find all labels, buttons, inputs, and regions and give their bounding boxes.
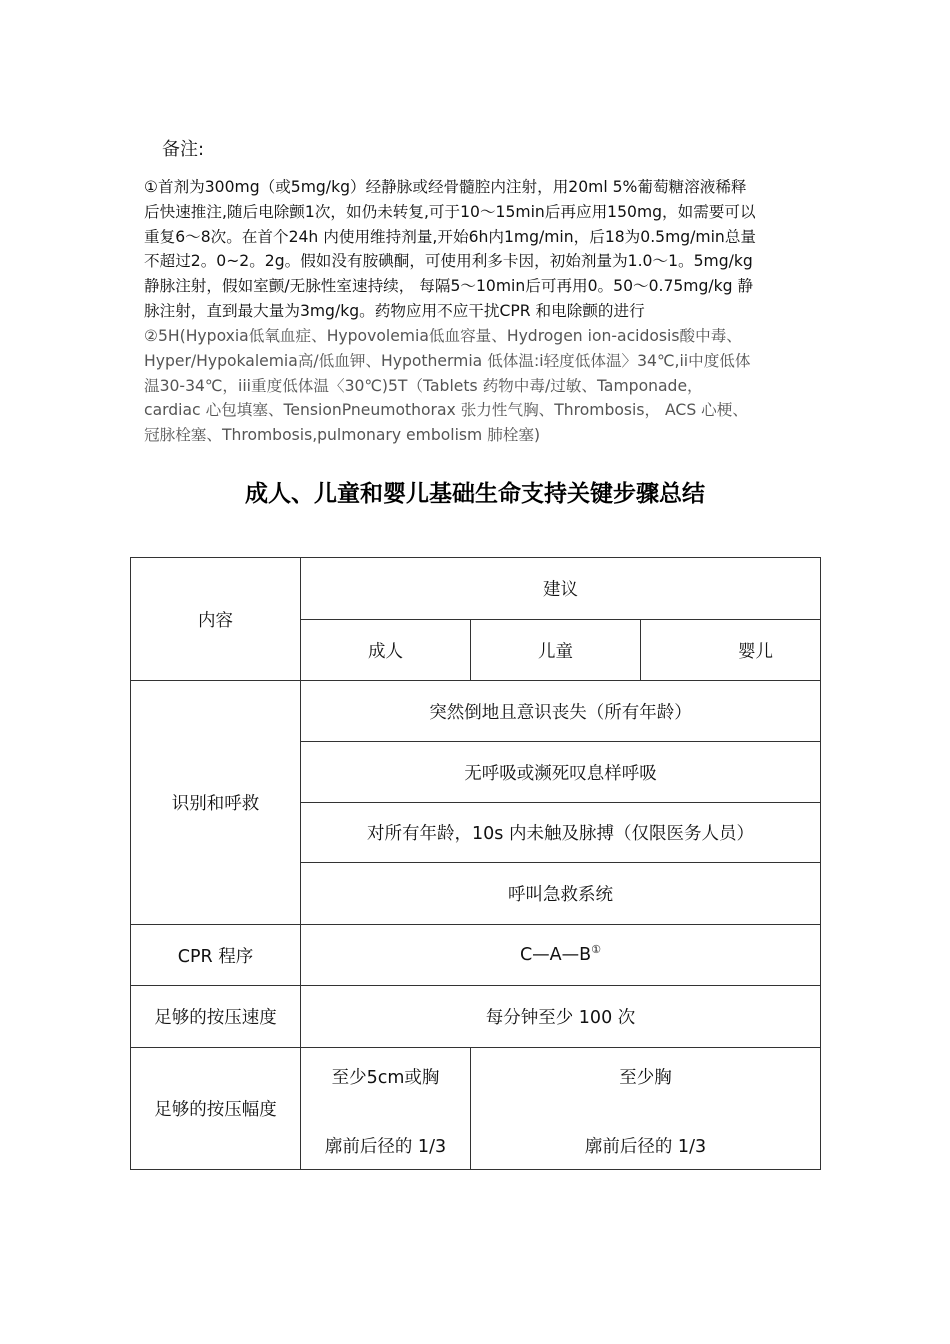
- bls-summary-table: [130, 557, 821, 1170]
- cpr-footnote-mark: ①: [591, 943, 602, 957]
- note-2: ②5H(Hypoxia低氧血症、Hypovolemia低血容量、Hydrogen ion-acidosis酸中毒、 Hyper/Hypokalemia高/低血钾、Hypothermia 低体温:i轻度低体温〉34℃,ii中度低体 温30-34℃，iii重度低体温〈30℃)5T（Tablets 药物中毒/过敏、Tamponade， cardiac 心包填塞、TensionPneumothorax 张力性气胸、Thrombosis， ACS 心梗、 冠脉栓塞、Thrombosis,pulmonary embolism 肺栓塞): [144, 327, 751, 445]
- cpr-sequence-label: CPR 程序: [131, 925, 301, 986]
- recognition-row: 无呼吸或濒死叹息样呼吸: [301, 742, 821, 803]
- depth-child-infant-line1: 至少胸: [619, 1067, 672, 1088]
- compression-depth-adult: [301, 1048, 471, 1170]
- recognition-label: 识别和呼救: [131, 681, 301, 925]
- depth-adult-line2: 廓前后径的 1/3: [324, 1136, 447, 1157]
- depth-child-infant-line2: 廓前后径的 1/3: [584, 1136, 707, 1157]
- notes-label: 备注:: [162, 139, 205, 160]
- compression-depth-label: 足够的按压幅度: [131, 1048, 301, 1170]
- compression-rate-value: 每分钟至少 100 次: [301, 986, 821, 1048]
- cpr-sequence-value: [301, 925, 821, 986]
- recognition-row: 对所有年龄，10s 内未触及脉搏（仅限医务人员）: [301, 803, 821, 863]
- header-recommendation: 建议: [301, 558, 821, 620]
- document-title: 成人、儿童和婴儿基础生命支持关键步骤总结: [245, 481, 705, 507]
- compression-depth-child-infant: [471, 1048, 821, 1170]
- header-content: 内容: [131, 558, 301, 681]
- recognition-row: 呼叫急救系统: [301, 863, 821, 925]
- header-child: 儿童: [471, 620, 641, 681]
- header-adult: 成人: [301, 620, 471, 681]
- recognition-row: 突然倒地且意识丧失（所有年龄）: [301, 681, 821, 742]
- cpr-sequence-text: C—A—B: [519, 945, 592, 965]
- depth-adult-line1: 至少5cm或胸: [331, 1067, 440, 1088]
- note-1: ①首剂为300mg（或5mg/kg）经静脉或经骨髓腔内注射，用20ml 5%葡萄糖溶液稀释 后快速推注,随后电除颤1次，如仍未转复,可于10～15min后再应用150mg，如需要可以 重复6～8次。在首个24h 内使用维持剂量,开始6h内1mg/min，后18为0.5mg/min总量 不超过2。0~2。2g。假如没有胺碘酮，可使用利多卡因，初始剂量为1.0～1。5mg/kg 静脉注射，假如室颤/无脉性室速持续， 每隔5～10min后可再用0。50～0.75mg/kg 静 脉注射，直到最大量为3mg/kg。药物应用不应干扰CPR 和电除颤的进行: [144, 178, 757, 320]
- header-infant: 婴儿: [641, 620, 821, 681]
- compression-rate-label: 足够的按压速度: [131, 986, 301, 1048]
